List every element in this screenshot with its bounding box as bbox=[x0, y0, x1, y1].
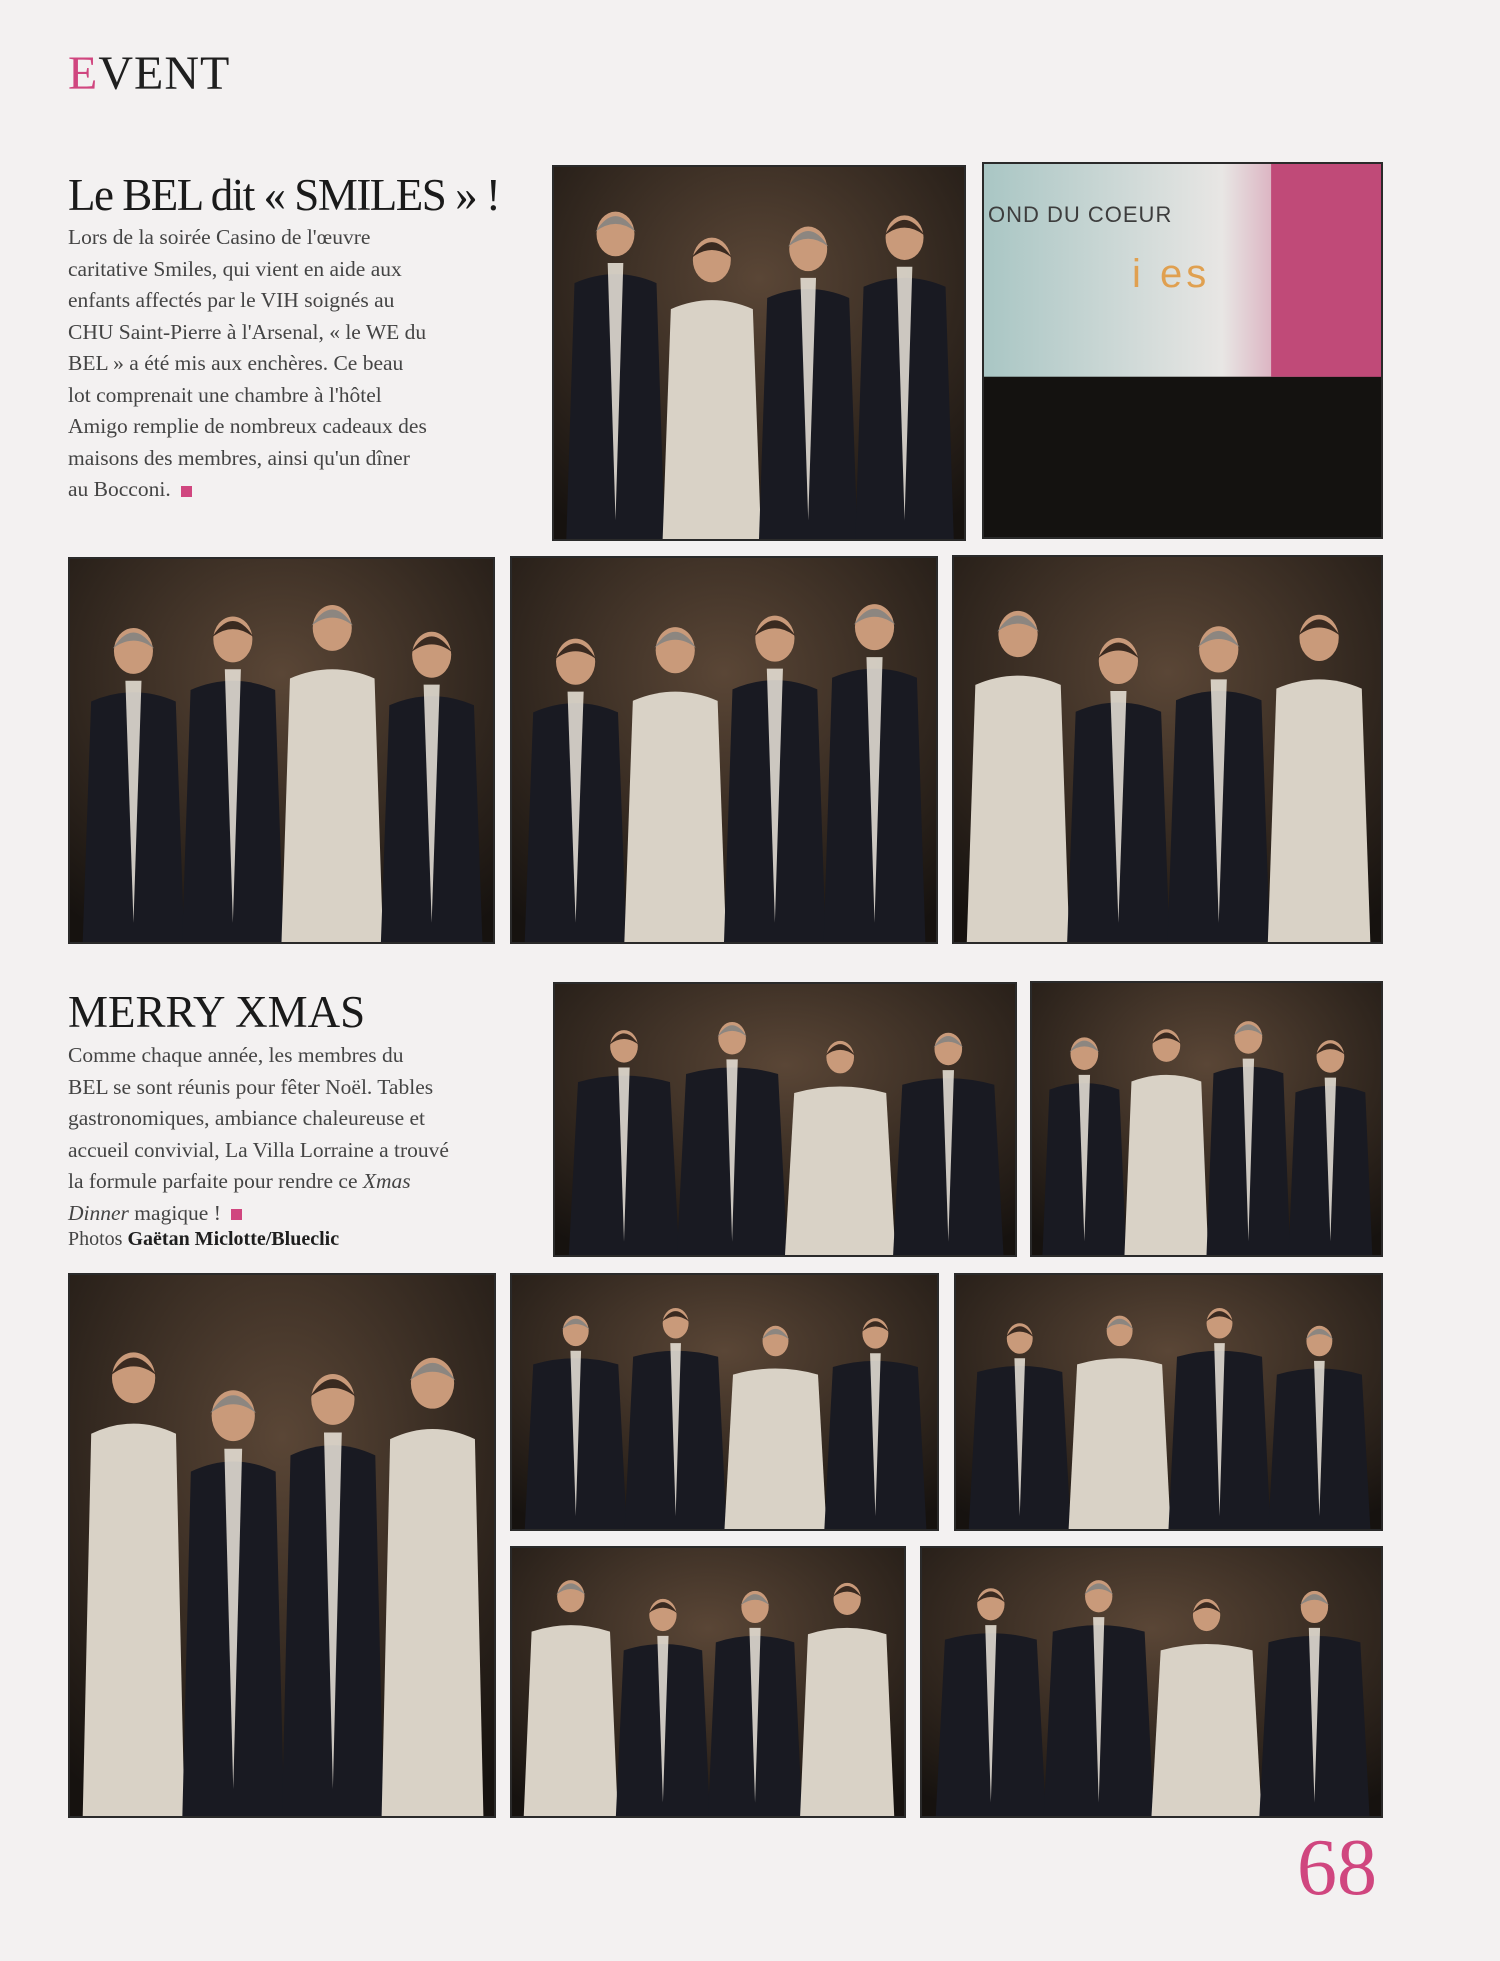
photo-scene bbox=[70, 559, 493, 942]
article-body bbox=[68, 222, 518, 506]
end-mark bbox=[181, 486, 192, 497]
event-photo bbox=[510, 1273, 939, 1531]
stage-sign-logo: i es bbox=[1132, 252, 1211, 296]
article-italic: Xmas bbox=[362, 1169, 411, 1193]
photo-scene bbox=[554, 167, 964, 539]
article-line: Comme chaque année, les membres du bbox=[68, 1043, 404, 1067]
article-title-xmas: MERRY XMAS bbox=[68, 987, 366, 1037]
page-number: 68 bbox=[1297, 1824, 1377, 1912]
article-title: Le BEL dit « SMILES » ! bbox=[68, 170, 500, 220]
event-photo bbox=[553, 982, 1017, 1257]
photo-scene bbox=[1032, 983, 1381, 1255]
event-photo bbox=[952, 555, 1383, 944]
section-label-rest: VENT bbox=[98, 47, 231, 100]
article-italic: Dinner bbox=[68, 1200, 129, 1225]
article-line: BEL » a été mis aux enchères. Ce beau bbox=[68, 351, 404, 375]
photo-credit bbox=[68, 1228, 339, 1251]
section-label-initial: E bbox=[68, 47, 99, 100]
event-photo bbox=[1030, 981, 1383, 1257]
article-line: enfants affectés par le VIH soignés au bbox=[68, 288, 395, 312]
event-photo bbox=[68, 1273, 496, 1818]
article-line: la formule parfaite pour rendre ce Xmas bbox=[68, 1169, 411, 1193]
article-line: Amigo remplie de nombreux cadeaux des bbox=[68, 414, 427, 438]
article-line: Lors de la soirée Casino de l'œuvre bbox=[68, 225, 371, 249]
article-line: gastronomiques, ambiance chaleureuse et bbox=[68, 1106, 425, 1130]
stage-sign: OND DU COEUR bbox=[988, 202, 1173, 227]
photo-scene bbox=[956, 1275, 1381, 1529]
event-photo bbox=[920, 1546, 1383, 1818]
article-body-xmas bbox=[68, 1040, 538, 1229]
event-photo bbox=[510, 556, 938, 944]
article-line: accueil convivial, La Villa Lorraine a trouvé bbox=[68, 1137, 449, 1162]
article-line-last: Dinner magique ! bbox=[68, 1198, 538, 1230]
photo-scene bbox=[512, 1275, 937, 1529]
event-photo bbox=[510, 1546, 906, 1818]
photo-credit-name: Gaëtan Miclotte/Blueclic bbox=[127, 1228, 340, 1250]
photo-scene bbox=[922, 1548, 1381, 1816]
event-photo bbox=[954, 1273, 1383, 1531]
photo-scene bbox=[954, 557, 1381, 942]
section-label bbox=[68, 47, 231, 100]
photo-scene bbox=[512, 558, 936, 942]
article-line-last: au Bocconi. bbox=[68, 474, 518, 506]
event-photo bbox=[552, 165, 966, 541]
event-photo bbox=[982, 162, 1383, 539]
event-photo bbox=[68, 557, 495, 944]
article-line: maisons des membres, ainsi qu'un dîner bbox=[68, 445, 410, 470]
article-line: caritative Smiles, qui vient en aide aux bbox=[68, 256, 402, 281]
photo-scene bbox=[512, 1548, 904, 1816]
end-mark bbox=[231, 1209, 242, 1220]
article-line: lot comprenait une chambre à l'hôtel bbox=[68, 382, 382, 407]
photo-credit-label: Photos bbox=[68, 1228, 123, 1250]
photo-scene bbox=[70, 1275, 494, 1816]
photo-scene bbox=[555, 984, 1015, 1255]
article-line: BEL se sont réunis pour fêter Noël. Tables bbox=[68, 1074, 434, 1099]
article-line: CHU Saint-Pierre à l'Arsenal, « le WE du bbox=[68, 319, 427, 344]
